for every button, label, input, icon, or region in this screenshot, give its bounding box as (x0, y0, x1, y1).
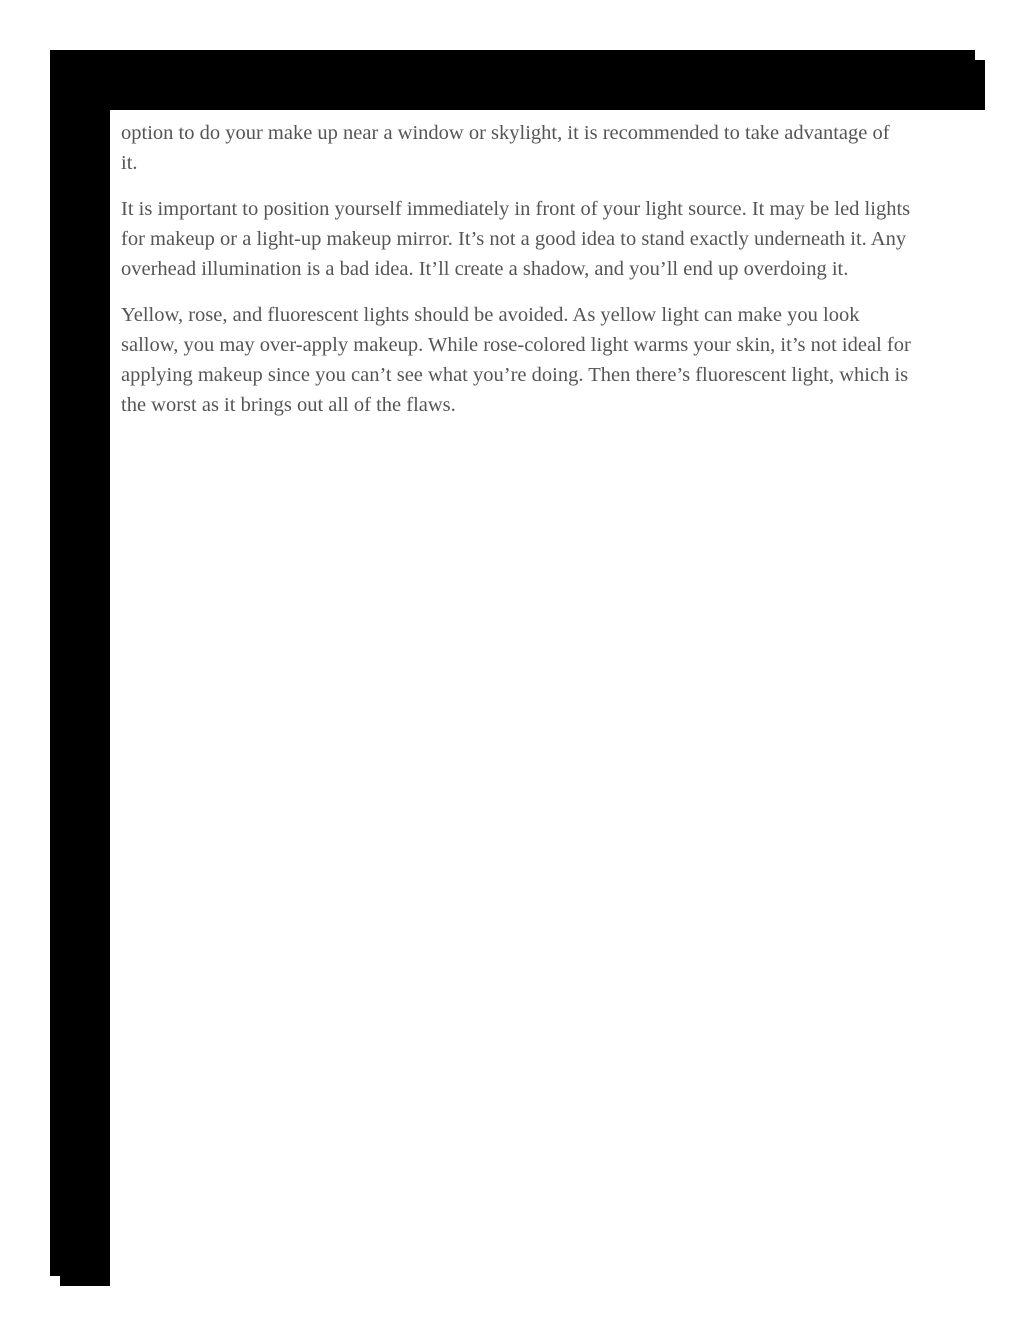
paragraph-lights-to-avoid: Yellow, rose, and fluorescent lights should be avoided. As yellow light can make you look sallow, you may over-apply makeup. While rose-colored light warms your skin, it’s not ideal for applying makeup since you can’t see what you’re doing. Then there’s fluorescent light, which is the worst as it brings out all of the flaws. (121, 304, 911, 416)
paragraph-window-lighting: option to do your make up near a window or skylight, it is recommended to take advantage of it. (121, 122, 890, 174)
document-body (121, 118, 911, 436)
paragraph-light-position: It is important to position yourself immediately in front of your light source. It may be led lights for makeup or a light-up makeup mirror. It’s not a good idea to stand exactly underneath it. Any overhead illumination is a bad idea. It’ll create a shadow, and you’ll end up overdoing it. (121, 198, 911, 280)
